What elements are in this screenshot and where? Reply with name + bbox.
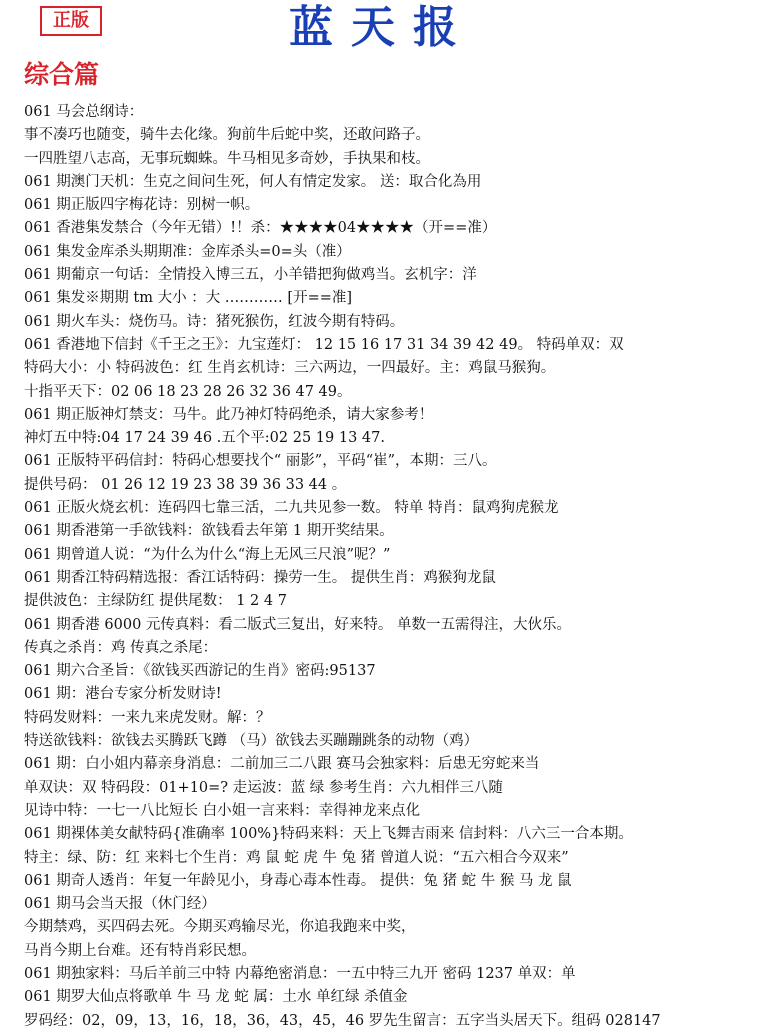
text-line: 单双诀：双 特码段：01+10=? 走运波：蓝 绿 参考生肖：六九相伴三八随 (24, 779, 503, 796)
text-line: 061 期六合圣旨：《欲钱买西游记的生肖》密码:95137 (24, 663, 376, 680)
text-line: 特送欲钱料：欲钱去买腾跃飞蹲 （马）欲钱去买蹦蹦跳条的动物（鸡） (24, 733, 479, 750)
text-line: 061 期裸体美女献特码{准确率 100%}特码来料：天上飞舞吉雨来 信封料：八六三一合本期。 (24, 826, 633, 843)
text-line: 罗码经：02，09，13，16，18，36，43，45，46 罗先生留言：五字当头居天下。组码 028147 (24, 1012, 661, 1029)
text-line: 特码发财料：一来九来虎发财。解：？ (24, 709, 271, 726)
text-line: 061 期马会当天报（休门经） (24, 896, 216, 913)
text-line: 061 香港集发禁合（今年无错）!！杀：★★★★04★★★★（开==准） (24, 220, 497, 237)
text-line: 061 马会总纲诗： (24, 104, 144, 120)
text-line: 061 期正版四字梅花诗：别树一帜。 (24, 197, 260, 214)
text-line: 特主：绿、防：红 来料七个生肖：鸡 鼠 蛇 虎 牛 兔 猪 曾道人说：“五六相合今双来” (24, 849, 569, 866)
text-line: 提供波色：主绿防红 提供尾数： 1 2 4 7 (24, 593, 287, 610)
text-line: 061 期：港台专家分析发财诗! (24, 686, 222, 703)
text-line: 061 期：白小姐内幕亲身消息：二前加三二八跟 赛马会独家料：后患无穷蛇来当 (24, 756, 540, 773)
text-line: 061 集发※期期 tm 大小 ：大 ………… [开==准] (24, 290, 353, 307)
newspaper-title: 蓝天报 (289, 2, 475, 53)
article-body (24, 101, 754, 1033)
text-line: 061 期香江特码精选报：香江话特码：操劳一生。 提供生肖：鸡猴狗龙鼠 (24, 569, 496, 586)
text-line: 神灯五中特:04 17 24 39 46 .五个平:02 25 19 13 47. (24, 430, 385, 447)
section-title: 综合篇 (24, 60, 100, 89)
text-line: 061 期奇人透肖：年复一年龄见小，身毒心毒本性毒。 提供：兔 猪 蛇 牛 猴 马 龙 鼠 (24, 872, 572, 889)
text-line: 提供号码： 01 26 12 19 23 38 39 36 33 44 。 (24, 476, 347, 493)
text-line: 061 期正版神灯禁支：马牛。此乃神灯特码绝杀，请大家参考！ (24, 406, 434, 423)
text-line: 061 期葡京一句话：全情投入博三五，小羊错把狗做鸡当。玄机字：洋 (24, 267, 477, 284)
text-line: 061 期罗大仙点将歌单 牛 马 龙 蛇 属：土水 单红绿 杀值金 (24, 989, 408, 1006)
text-line: 传真之杀肖：鸡 传真之杀尾： (24, 639, 218, 656)
text-line: 061 香港地下信封《千王之王》：九宝莲灯： 12 15 16 17 31 34 39 42 49。 特码单双：双 (24, 336, 624, 353)
text-line: 061 正版火烧玄机：连码四七靠三活，二九共见参一数。 特单 特肖：鼠鸡狗虎猴龙 (24, 500, 559, 517)
text-line: 061 正版特平码信封：特码心想要找个“ 丽影”，平码“崔”，本期：三八。 (24, 453, 497, 470)
text-line: 今期禁鸡，买四码去死。今期买鸡输尽光，你追我跑来中奖， (24, 919, 416, 936)
text-line: 061 期火车头：烧伤马。诗：猪死猴伤，红波今期有特码。 (24, 313, 405, 330)
text-line: 061 期澳门天机：生克之间问生死，何人有情定发家。 送：取合化為用 (24, 173, 482, 190)
text-line: 061 期曾道人说：“为什么为什么“海上无风三尺浪”呢？” (24, 546, 391, 563)
text-line: 061 期独家料：马后羊前三中特 内幕绝密消息：一五中特三九开 密码 1237 单双：单 (24, 965, 576, 982)
text-line: 一四胜望八志高，无事玩蜘蛛。牛马相见多奇妙，手执果和枝。 (24, 150, 430, 167)
text-line: 061 期香港第一手欲钱料：欲钱看去年第 1 期开奖结果。 (24, 523, 394, 540)
text-line: 事不凑巧也随变，骑牛去化缘。狗前牛后蛇中奖，还敢问路子。 (24, 127, 430, 144)
text-line: 十指平天下：02 06 18 23 28 26 32 36 47 49。 (24, 383, 352, 400)
text-line: 061 期香港 6000 元传真料：看二版式三复出，好来特。 单数一五需得注，大伙乐。 (24, 616, 572, 633)
authentic-badge: 正版 (40, 6, 102, 36)
text-line: 061 集发金库杀头期期准：金库杀头=0=头（准） (24, 243, 351, 260)
text-line: 马肖今期上台难。还有特肖彩民想。 (24, 942, 256, 959)
text-line: 特码大小：小 特码波色：红 生肖玄机诗：三六两边，一四最好。主：鸡鼠马猴狗。 (24, 360, 556, 377)
text-line: 见诗中特：一七一八比短长 白小姐一言来料：幸得神龙来点化 (24, 802, 421, 819)
